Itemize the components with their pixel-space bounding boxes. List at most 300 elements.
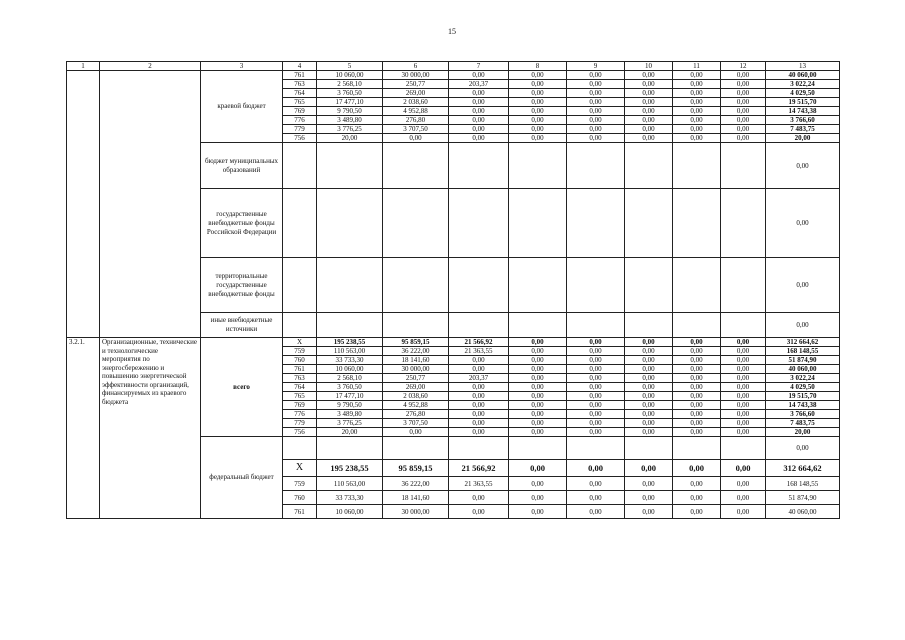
budget-source-cell: всего bbox=[201, 338, 283, 437]
empty-cell bbox=[449, 143, 509, 189]
amount-cell: 0,00 bbox=[567, 401, 625, 410]
empty-cell bbox=[673, 189, 721, 258]
amount-cell: 0,00 bbox=[673, 383, 721, 392]
amount-cell: 0,00 bbox=[383, 428, 449, 437]
total-cell: 20,00 bbox=[766, 428, 840, 437]
amount-cell: 0,00 bbox=[721, 365, 766, 374]
empty-cell bbox=[625, 313, 673, 338]
column-number-cell: 4 bbox=[283, 62, 317, 71]
amount-cell: 0,00 bbox=[625, 477, 673, 491]
amount-cell: 0,00 bbox=[567, 356, 625, 365]
column-number-cell: 11 bbox=[673, 62, 721, 71]
amount-cell: 0,00 bbox=[449, 134, 509, 143]
empty-cell bbox=[449, 437, 509, 460]
budget-code-cell: 761 bbox=[283, 365, 317, 374]
amount-cell: 0,00 bbox=[625, 98, 673, 107]
amount-cell: 0,00 bbox=[509, 89, 567, 98]
amount-cell: 250,77 bbox=[383, 80, 449, 89]
amount-cell: 0,00 bbox=[673, 401, 721, 410]
total-cell: 19 515,70 bbox=[766, 392, 840, 401]
total-cell: 0,00 bbox=[766, 189, 840, 258]
budget-source-cell: бюджет муниципальных образований bbox=[201, 143, 283, 189]
budget-source-cell: федеральный бюджет bbox=[201, 437, 283, 519]
item-name-cell: Организационные, технические и технологические мероприятия по энергосбережению и повышению энергетической эффективности организаций, финансируемых из краевого бюджета bbox=[100, 338, 201, 519]
amount-cell: 0,00 bbox=[625, 401, 673, 410]
empty-cell bbox=[625, 189, 673, 258]
amount-cell: 0,00 bbox=[625, 134, 673, 143]
total-cell: 312 664,62 bbox=[766, 460, 840, 477]
amount-cell: 0,00 bbox=[721, 338, 766, 347]
amount-cell: 0,00 bbox=[673, 505, 721, 519]
amount-cell: 3 489,80 bbox=[317, 410, 383, 419]
budget-code-cell: 764 bbox=[283, 383, 317, 392]
amount-cell: 276,80 bbox=[383, 410, 449, 419]
amount-cell: 18 141,60 bbox=[383, 491, 449, 505]
budget-code-cell: 765 bbox=[283, 98, 317, 107]
amount-cell: 0,00 bbox=[567, 71, 625, 80]
total-cell: 7 483,75 bbox=[766, 125, 840, 134]
amount-cell: 0,00 bbox=[673, 338, 721, 347]
empty-cell bbox=[509, 258, 567, 313]
table-header-row bbox=[67, 62, 840, 71]
empty-cell bbox=[567, 313, 625, 338]
budget-code-cell: 756 bbox=[283, 134, 317, 143]
amount-cell: 0,00 bbox=[509, 356, 567, 365]
empty-cell bbox=[283, 143, 317, 189]
item-number-cell bbox=[67, 71, 100, 338]
budget-source-cell: краевой бюджет bbox=[201, 71, 283, 143]
total-cell: 168 148,55 bbox=[766, 347, 840, 356]
amount-cell: 3 760,50 bbox=[317, 89, 383, 98]
empty-cell bbox=[567, 258, 625, 313]
amount-cell: 3 776,25 bbox=[317, 419, 383, 428]
amount-cell: 0,00 bbox=[721, 383, 766, 392]
budget-code-cell: 769 bbox=[283, 107, 317, 116]
amount-cell: 21 566,92 bbox=[449, 338, 509, 347]
amount-cell: 0,00 bbox=[625, 392, 673, 401]
budget-code-cell: 760 bbox=[283, 491, 317, 505]
amount-cell: 4 952,88 bbox=[383, 401, 449, 410]
amount-cell: 0,00 bbox=[509, 491, 567, 505]
amount-cell: 0,00 bbox=[567, 383, 625, 392]
budget-table bbox=[66, 61, 840, 519]
total-cell: 4 029,50 bbox=[766, 383, 840, 392]
amount-cell: 0,00 bbox=[625, 410, 673, 419]
empty-cell bbox=[317, 189, 383, 258]
amount-cell: 0,00 bbox=[509, 134, 567, 143]
empty-cell bbox=[383, 437, 449, 460]
amount-cell: 33 733,30 bbox=[317, 356, 383, 365]
budget-code-cell: 761 bbox=[283, 505, 317, 519]
total-cell: 40 060,00 bbox=[766, 71, 840, 80]
empty-cell bbox=[721, 437, 766, 460]
amount-cell: 18 141,60 bbox=[383, 356, 449, 365]
empty-cell bbox=[383, 189, 449, 258]
empty-cell bbox=[721, 189, 766, 258]
table-row bbox=[67, 71, 840, 80]
empty-cell bbox=[721, 313, 766, 338]
empty-cell bbox=[317, 437, 383, 460]
amount-cell: 0,00 bbox=[625, 89, 673, 98]
total-cell: 3 022,24 bbox=[766, 80, 840, 89]
empty-cell bbox=[449, 313, 509, 338]
amount-cell: 0,00 bbox=[721, 107, 766, 116]
budget-code-cell: 761 bbox=[283, 71, 317, 80]
amount-cell: 0,00 bbox=[673, 374, 721, 383]
total-cell: 14 743,38 bbox=[766, 401, 840, 410]
amount-cell: 0,00 bbox=[383, 134, 449, 143]
amount-cell: 0,00 bbox=[509, 107, 567, 116]
empty-cell bbox=[449, 189, 509, 258]
amount-cell: 0,00 bbox=[625, 374, 673, 383]
empty-cell bbox=[673, 143, 721, 189]
total-cell: 3 766,60 bbox=[766, 116, 840, 125]
amount-cell: 36 222,00 bbox=[383, 347, 449, 356]
amount-cell: 0,00 bbox=[721, 505, 766, 519]
budget-source-cell: территориальные государственные внебюджетные фонды bbox=[201, 258, 283, 313]
empty-cell bbox=[673, 313, 721, 338]
table-row bbox=[67, 338, 840, 347]
amount-cell: 0,00 bbox=[625, 491, 673, 505]
amount-cell: 0,00 bbox=[449, 491, 509, 505]
amount-cell: 10 060,00 bbox=[317, 365, 383, 374]
amount-cell: 250,77 bbox=[383, 374, 449, 383]
amount-cell: 0,00 bbox=[449, 365, 509, 374]
amount-cell: 0,00 bbox=[567, 410, 625, 419]
amount-cell: 269,00 bbox=[383, 383, 449, 392]
amount-cell: 0,00 bbox=[673, 347, 721, 356]
amount-cell: 0,00 bbox=[449, 383, 509, 392]
empty-cell bbox=[283, 437, 317, 460]
budget-code-cell: 756 bbox=[283, 428, 317, 437]
amount-cell: 0,00 bbox=[673, 125, 721, 134]
amount-cell: 0,00 bbox=[721, 71, 766, 80]
budget-code-cell: X bbox=[283, 460, 317, 477]
amount-cell: 0,00 bbox=[673, 356, 721, 365]
amount-cell: 0,00 bbox=[509, 374, 567, 383]
total-cell: 14 743,38 bbox=[766, 107, 840, 116]
amount-cell: 0,00 bbox=[625, 125, 673, 134]
amount-cell: 0,00 bbox=[509, 338, 567, 347]
amount-cell: 0,00 bbox=[509, 401, 567, 410]
empty-cell bbox=[509, 437, 567, 460]
empty-cell bbox=[567, 189, 625, 258]
amount-cell: 0,00 bbox=[567, 491, 625, 505]
amount-cell: 0,00 bbox=[449, 116, 509, 125]
empty-cell bbox=[509, 143, 567, 189]
amount-cell: 0,00 bbox=[721, 125, 766, 134]
amount-cell: 0,00 bbox=[721, 460, 766, 477]
budget-code-cell: 765 bbox=[283, 392, 317, 401]
empty-cell bbox=[721, 258, 766, 313]
column-number-cell: 6 bbox=[383, 62, 449, 71]
amount-cell: 0,00 bbox=[721, 80, 766, 89]
amount-cell: 0,00 bbox=[625, 116, 673, 125]
amount-cell: 0,00 bbox=[567, 98, 625, 107]
amount-cell: 36 222,00 bbox=[383, 477, 449, 491]
column-number-cell: 1 bbox=[67, 62, 100, 71]
empty-cell bbox=[283, 313, 317, 338]
empty-cell bbox=[317, 313, 383, 338]
amount-cell: 3 489,80 bbox=[317, 116, 383, 125]
budget-code-cell: 779 bbox=[283, 419, 317, 428]
total-cell: 20,00 bbox=[766, 134, 840, 143]
amount-cell: 0,00 bbox=[673, 98, 721, 107]
amount-cell: 0,00 bbox=[673, 460, 721, 477]
empty-cell bbox=[317, 143, 383, 189]
amount-cell: 21 363,55 bbox=[449, 347, 509, 356]
amount-cell: 0,00 bbox=[567, 125, 625, 134]
column-number-cell: 5 bbox=[317, 62, 383, 71]
amount-cell: 0,00 bbox=[509, 125, 567, 134]
amount-cell: 0,00 bbox=[449, 125, 509, 134]
amount-cell: 3 707,50 bbox=[383, 419, 449, 428]
column-number-cell: 12 bbox=[721, 62, 766, 71]
column-number-cell: 9 bbox=[567, 62, 625, 71]
empty-cell bbox=[625, 143, 673, 189]
amount-cell: 3 707,50 bbox=[383, 125, 449, 134]
budget-code-cell: 764 bbox=[283, 89, 317, 98]
column-number-cell: 13 bbox=[766, 62, 840, 71]
empty-cell bbox=[567, 437, 625, 460]
budget-code-cell: 763 bbox=[283, 80, 317, 89]
budget-source-cell: государственные внебюджетные фонды Российской Федерации bbox=[201, 189, 283, 258]
amount-cell: 0,00 bbox=[721, 392, 766, 401]
amount-cell: 0,00 bbox=[509, 347, 567, 356]
amount-cell: 269,00 bbox=[383, 89, 449, 98]
amount-cell: 21 566,92 bbox=[449, 460, 509, 477]
amount-cell: 0,00 bbox=[509, 410, 567, 419]
empty-cell bbox=[673, 258, 721, 313]
amount-cell: 3 760,50 bbox=[317, 383, 383, 392]
amount-cell: 0,00 bbox=[509, 505, 567, 519]
amount-cell: 0,00 bbox=[567, 365, 625, 374]
amount-cell: 0,00 bbox=[567, 134, 625, 143]
amount-cell: 95 859,15 bbox=[383, 460, 449, 477]
total-cell: 312 664,62 bbox=[766, 338, 840, 347]
amount-cell: 0,00 bbox=[567, 338, 625, 347]
amount-cell: 0,00 bbox=[721, 428, 766, 437]
amount-cell: 17 477,10 bbox=[317, 98, 383, 107]
amount-cell: 0,00 bbox=[449, 419, 509, 428]
amount-cell: 0,00 bbox=[567, 107, 625, 116]
amount-cell: 0,00 bbox=[625, 428, 673, 437]
total-cell: 0,00 bbox=[766, 313, 840, 338]
amount-cell: 0,00 bbox=[673, 116, 721, 125]
column-number-cell: 8 bbox=[509, 62, 567, 71]
amount-cell: 0,00 bbox=[625, 347, 673, 356]
amount-cell: 195 238,55 bbox=[317, 460, 383, 477]
amount-cell: 0,00 bbox=[721, 356, 766, 365]
amount-cell: 2 568,10 bbox=[317, 80, 383, 89]
empty-cell bbox=[383, 258, 449, 313]
empty-cell bbox=[721, 143, 766, 189]
empty-cell bbox=[673, 437, 721, 460]
column-number-cell: 7 bbox=[449, 62, 509, 71]
amount-cell: 0,00 bbox=[567, 477, 625, 491]
empty-cell bbox=[509, 313, 567, 338]
amount-cell: 10 060,00 bbox=[317, 71, 383, 80]
amount-cell: 0,00 bbox=[673, 80, 721, 89]
column-number-cell: 10 bbox=[625, 62, 673, 71]
item-name-cell bbox=[100, 71, 201, 338]
budget-code-cell: 763 bbox=[283, 374, 317, 383]
budget-code-cell: 769 bbox=[283, 401, 317, 410]
amount-cell: 0,00 bbox=[673, 410, 721, 419]
amount-cell: 2 568,10 bbox=[317, 374, 383, 383]
amount-cell: 0,00 bbox=[509, 428, 567, 437]
amount-cell: 0,00 bbox=[625, 80, 673, 89]
amount-cell: 0,00 bbox=[449, 410, 509, 419]
amount-cell: 9 790,50 bbox=[317, 401, 383, 410]
amount-cell: 0,00 bbox=[567, 347, 625, 356]
amount-cell: 0,00 bbox=[509, 460, 567, 477]
budget-code-cell: 779 bbox=[283, 125, 317, 134]
amount-cell: 30 000,00 bbox=[383, 71, 449, 80]
amount-cell: 0,00 bbox=[509, 71, 567, 80]
amount-cell: 30 000,00 bbox=[383, 365, 449, 374]
amount-cell: 95 859,15 bbox=[383, 338, 449, 347]
amount-cell: 17 477,10 bbox=[317, 392, 383, 401]
column-number-cell: 2 bbox=[100, 62, 201, 71]
amount-cell: 9 790,50 bbox=[317, 107, 383, 116]
amount-cell: 3 776,25 bbox=[317, 125, 383, 134]
amount-cell: 0,00 bbox=[449, 98, 509, 107]
amount-cell: 0,00 bbox=[567, 116, 625, 125]
total-cell: 40 060,00 bbox=[766, 505, 840, 519]
amount-cell: 0,00 bbox=[625, 383, 673, 392]
amount-cell: 0,00 bbox=[721, 347, 766, 356]
amount-cell: 0,00 bbox=[673, 419, 721, 428]
amount-cell: 2 038,60 bbox=[383, 98, 449, 107]
amount-cell: 110 563,00 bbox=[317, 347, 383, 356]
amount-cell: 0,00 bbox=[509, 98, 567, 107]
amount-cell: 0,00 bbox=[673, 89, 721, 98]
total-cell: 19 515,70 bbox=[766, 98, 840, 107]
amount-cell: 0,00 bbox=[509, 383, 567, 392]
amount-cell: 0,00 bbox=[721, 491, 766, 505]
empty-cell bbox=[317, 258, 383, 313]
total-cell: 3 766,60 bbox=[766, 410, 840, 419]
amount-cell: 0,00 bbox=[567, 419, 625, 428]
amount-cell: 0,00 bbox=[721, 477, 766, 491]
total-cell: 3 022,24 bbox=[766, 374, 840, 383]
empty-cell bbox=[625, 437, 673, 460]
empty-cell bbox=[449, 258, 509, 313]
amount-cell: 0,00 bbox=[721, 374, 766, 383]
amount-cell: 0,00 bbox=[509, 365, 567, 374]
amount-cell: 0,00 bbox=[673, 392, 721, 401]
amount-cell: 0,00 bbox=[673, 134, 721, 143]
budget-code-cell: 760 bbox=[283, 356, 317, 365]
amount-cell: 0,00 bbox=[567, 392, 625, 401]
amount-cell: 0,00 bbox=[673, 71, 721, 80]
total-cell: 0,00 bbox=[766, 258, 840, 313]
total-cell: 40 060,00 bbox=[766, 365, 840, 374]
amount-cell: 203,37 bbox=[449, 80, 509, 89]
amount-cell: 21 363,55 bbox=[449, 477, 509, 491]
total-cell: 0,00 bbox=[766, 437, 840, 460]
amount-cell: 0,00 bbox=[721, 134, 766, 143]
amount-cell: 203,37 bbox=[449, 374, 509, 383]
amount-cell: 0,00 bbox=[449, 89, 509, 98]
budget-code-cell: X bbox=[283, 338, 317, 347]
amount-cell: 0,00 bbox=[625, 365, 673, 374]
budget-code-cell: 776 bbox=[283, 410, 317, 419]
amount-cell: 10 060,00 bbox=[317, 505, 383, 519]
amount-cell: 0,00 bbox=[721, 410, 766, 419]
amount-cell: 0,00 bbox=[509, 392, 567, 401]
amount-cell: 0,00 bbox=[449, 392, 509, 401]
empty-cell bbox=[625, 258, 673, 313]
amount-cell: 0,00 bbox=[449, 505, 509, 519]
amount-cell: 0,00 bbox=[449, 401, 509, 410]
budget-code-cell: 776 bbox=[283, 116, 317, 125]
amount-cell: 0,00 bbox=[567, 460, 625, 477]
amount-cell: 0,00 bbox=[721, 89, 766, 98]
amount-cell: 110 563,00 bbox=[317, 477, 383, 491]
amount-cell: 0,00 bbox=[567, 80, 625, 89]
item-number-cell: 3.2.1. bbox=[67, 338, 100, 519]
amount-cell: 0,00 bbox=[567, 505, 625, 519]
empty-cell bbox=[383, 143, 449, 189]
amount-cell: 0,00 bbox=[567, 374, 625, 383]
budget-code-cell: 759 bbox=[283, 477, 317, 491]
amount-cell: 0,00 bbox=[625, 71, 673, 80]
budget-code-cell: 759 bbox=[283, 347, 317, 356]
amount-cell: 0,00 bbox=[673, 428, 721, 437]
amount-cell: 4 952,88 bbox=[383, 107, 449, 116]
empty-cell bbox=[383, 313, 449, 338]
amount-cell: 0,00 bbox=[673, 491, 721, 505]
amount-cell: 0,00 bbox=[449, 428, 509, 437]
total-cell: 168 148,55 bbox=[766, 477, 840, 491]
amount-cell: 0,00 bbox=[567, 89, 625, 98]
amount-cell: 20,00 bbox=[317, 134, 383, 143]
amount-cell: 0,00 bbox=[625, 107, 673, 116]
amount-cell: 0,00 bbox=[625, 338, 673, 347]
amount-cell: 0,00 bbox=[567, 428, 625, 437]
empty-cell bbox=[283, 189, 317, 258]
empty-cell bbox=[283, 258, 317, 313]
total-cell: 7 483,75 bbox=[766, 419, 840, 428]
amount-cell: 0,00 bbox=[721, 98, 766, 107]
total-cell: 51 874,90 bbox=[766, 491, 840, 505]
amount-cell: 0,00 bbox=[673, 365, 721, 374]
column-number-cell: 3 bbox=[201, 62, 283, 71]
amount-cell: 0,00 bbox=[449, 71, 509, 80]
amount-cell: 30 000,00 bbox=[383, 505, 449, 519]
page-number: 15 bbox=[448, 27, 456, 36]
amount-cell: 0,00 bbox=[449, 356, 509, 365]
amount-cell: 0,00 bbox=[673, 107, 721, 116]
amount-cell: 0,00 bbox=[625, 419, 673, 428]
amount-cell: 0,00 bbox=[509, 80, 567, 89]
amount-cell: 0,00 bbox=[721, 116, 766, 125]
amount-cell: 0,00 bbox=[721, 401, 766, 410]
empty-cell bbox=[567, 143, 625, 189]
amount-cell: 0,00 bbox=[625, 356, 673, 365]
amount-cell: 0,00 bbox=[673, 477, 721, 491]
amount-cell: 0,00 bbox=[625, 505, 673, 519]
amount-cell: 276,80 bbox=[383, 116, 449, 125]
amount-cell: 0,00 bbox=[449, 107, 509, 116]
amount-cell: 0,00 bbox=[509, 477, 567, 491]
amount-cell: 20,00 bbox=[317, 428, 383, 437]
total-cell: 51 874,90 bbox=[766, 356, 840, 365]
budget-source-cell: иные внебюджетные источники bbox=[201, 313, 283, 338]
amount-cell: 0,00 bbox=[509, 116, 567, 125]
